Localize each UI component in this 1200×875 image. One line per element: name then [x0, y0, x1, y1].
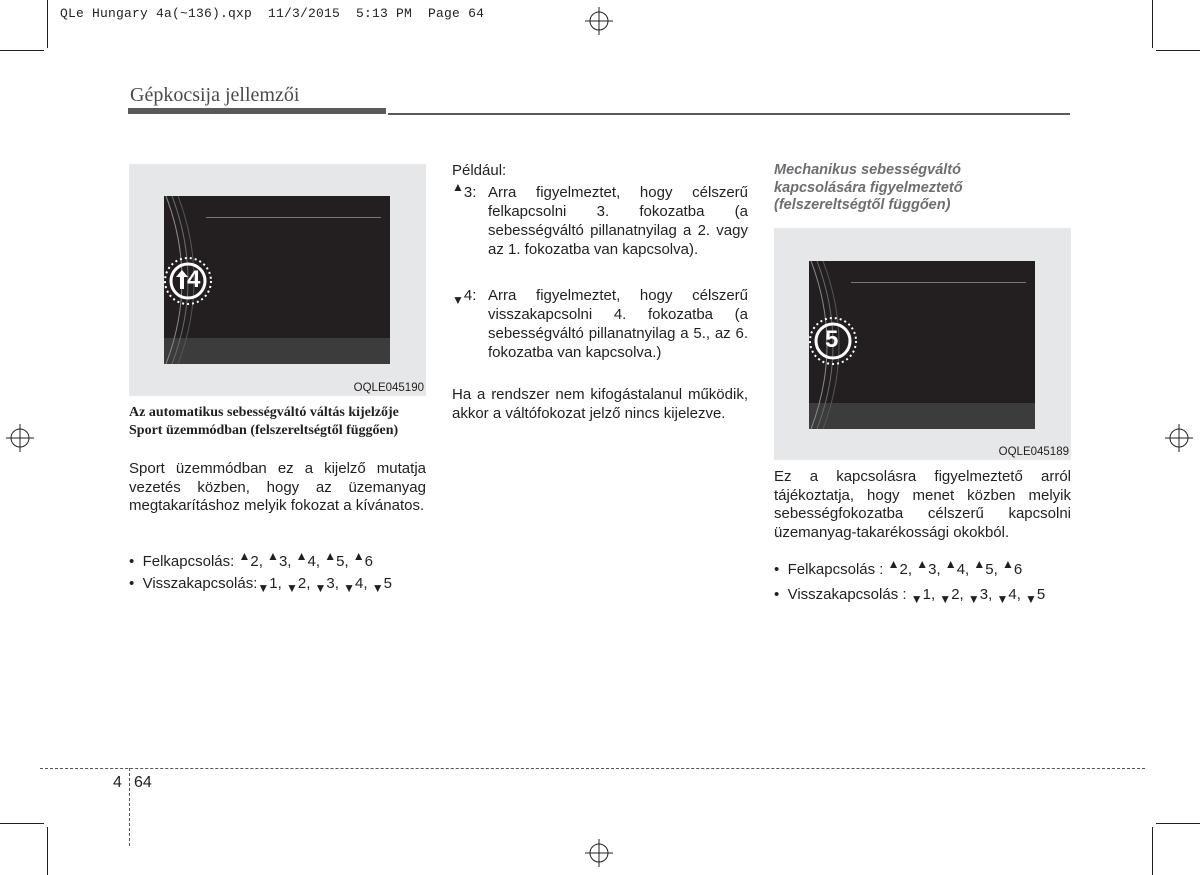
- example-1-text: Arra figyelmeztet, hogy célszerű felkapcsolni 3. fokozatba (a sebességváltó pillanatnyilag a 2. vagy az 1. fokozatba van kapcsolva).: [488, 184, 748, 258]
- page-number: 64: [134, 774, 152, 791]
- registration-mark-icon: [585, 7, 613, 35]
- left-downshift-bullet: • $Visszakapcsolás:_▼1$, $_▼$2, $_▼$3, $_▼$4, $_▼$5: [129, 575, 392, 595]
- right-heading: Mechanikus sebességváltó kapcsolására figyelmeztető (felszereltségtől függően): [774, 162, 963, 213]
- gear-indicator-icon: 4: [163, 256, 213, 306]
- right-downshift-bullet: • Visszakapcsolás : $_▼$1, $_▼$2, $_▼$3, $_▼$4, $_▼$5: [774, 586, 1046, 606]
- left-upshift-bullet: • Felkapcsolás: ▲2, ▲3, ▲4, ▲5, ▲6: [129, 549, 374, 570]
- example-2-text: Arra figyelmeztet, hogy célszerű visszakapcsolni 4. fokozatba (a sebességváltó pillanatnyilag a 5., az 6. fokozatba van kapcsolva.): [488, 287, 748, 361]
- figure-code: OQLE045190: [353, 382, 424, 394]
- footer-divider: [129, 768, 130, 846]
- example-label: Például:: [452, 162, 507, 179]
- title-rule-thin: [388, 113, 1070, 115]
- closing-note: Ha a rendszer nem kifogástalanul működik, akkor a váltófokozat jelző nincs kijelezve.: [452, 386, 748, 422]
- left-body: Sport üzemmódban ez a kijelző mutatja vezetés közben, hogy az üzemanyag megtakarításhoz melyik fokozat a kívánatos.: [129, 460, 426, 514]
- example-2-symbol: $_▼$4:: [452, 287, 477, 307]
- right-upshift-bullet: • Felkapcsolás : ▲2, ▲3, ▲4, ▲5, ▲6: [774, 557, 1023, 578]
- right-body: Ez a kapcsolásra figyelmeztető arról tájékoztatja, hogy menet közben melyik sebességfokozatba célszerű kapcsolni üzemanyag-takarékossági okokból.: [774, 468, 1071, 541]
- print-header: QLe Hungary 4a(~136).qxp 11/3/2015 5:13 PM Page 64: [60, 6, 485, 21]
- left-heading: Az automatikus sebességváltó váltás kijelzője Sport üzemmódban (felszereltségtől függően): [129, 405, 399, 438]
- registration-mark-icon: [6, 424, 34, 452]
- gear-indicator-icon: 5: [808, 316, 858, 366]
- left-figure: [129, 164, 426, 396]
- chapter-number: 4: [113, 774, 122, 791]
- footer-rule: [40, 768, 1145, 769]
- title-rule: [128, 108, 386, 114]
- registration-mark-icon: [1165, 424, 1193, 452]
- figure-code: OQLE045189: [998, 446, 1069, 458]
- right-figure: [774, 228, 1071, 460]
- example-1-symbol: ▲3:: [452, 180, 477, 201]
- section-title: Gépkocsija jellemzői: [130, 84, 300, 106]
- registration-mark-icon: [585, 839, 613, 867]
